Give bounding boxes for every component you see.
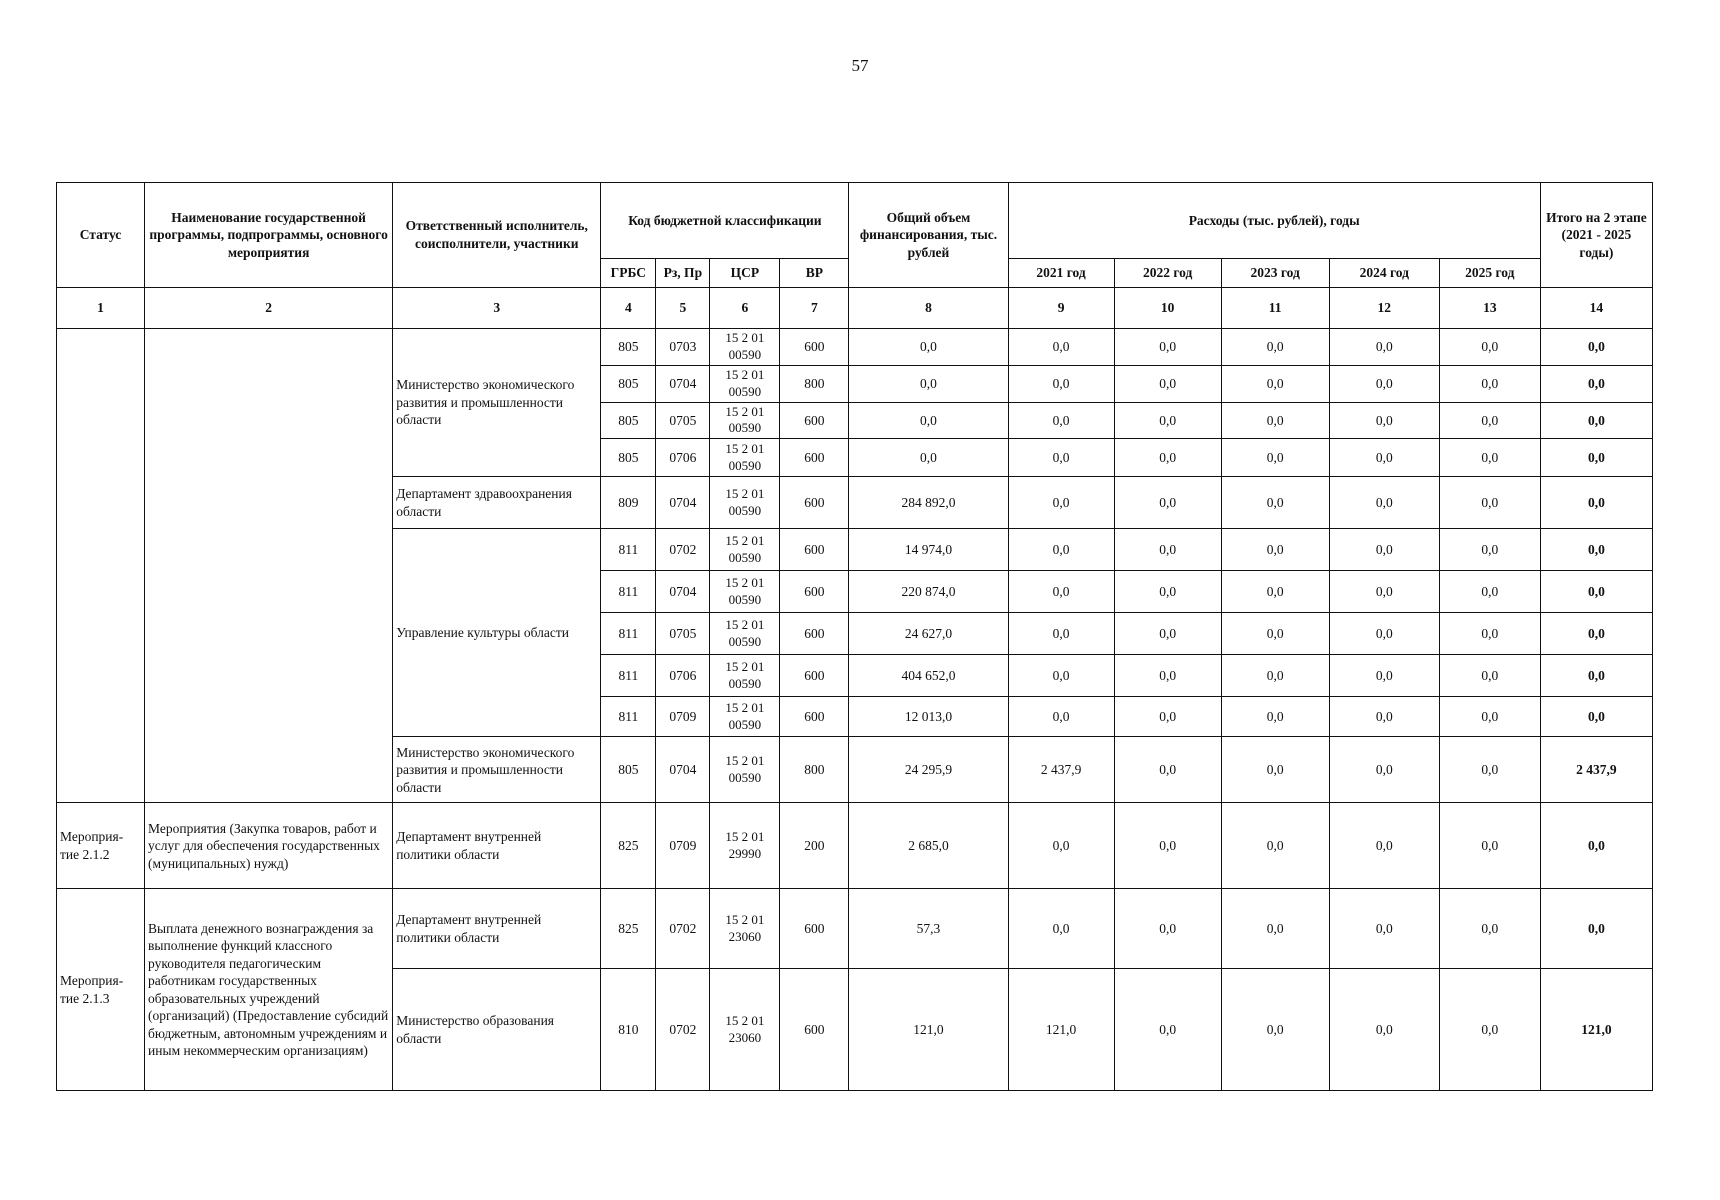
rzpr-cell: 0702 — [656, 889, 710, 969]
y2025-cell: 0,0 — [1439, 439, 1540, 477]
total-cell: 12 013,0 — [849, 697, 1008, 737]
header-2024: 2024 год — [1329, 259, 1439, 288]
column-number: 11 — [1221, 288, 1329, 329]
csr-line-1: 15 2 01 — [725, 752, 765, 768]
column-number: 13 — [1439, 288, 1540, 329]
header-expenses: Расходы (тыс. рублей), годы — [1008, 183, 1540, 259]
csr-cell — [710, 613, 780, 655]
column-number: 9 — [1008, 288, 1114, 329]
total-cell: 404 652,0 — [849, 655, 1008, 697]
grbs-cell: 811 — [601, 529, 656, 571]
header-budget-code: Код бюджетной классификации — [601, 183, 849, 259]
csr-line-1: 15 2 01 — [725, 532, 765, 548]
page-number: 57 — [851, 56, 869, 75]
csr-cell — [710, 655, 780, 697]
y2023-cell: 0,0 — [1221, 477, 1329, 529]
csr-line-2: 00590 — [728, 716, 762, 732]
csr-cell — [710, 529, 780, 571]
csr-line-1: 15 2 01 — [725, 616, 765, 632]
y2022-cell: 0,0 — [1114, 889, 1221, 969]
column-number: 3 — [393, 288, 601, 329]
total-cell: 121,0 — [849, 969, 1008, 1091]
table-row — [57, 889, 1653, 969]
stage-total-cell: 0,0 — [1540, 803, 1652, 889]
vr-cell: 600 — [780, 655, 849, 697]
rzpr-cell: 0702 — [656, 529, 710, 571]
y2021-cell: 0,0 — [1008, 655, 1114, 697]
vr-cell: 600 — [780, 613, 849, 655]
csr-line-2: 00590 — [728, 420, 762, 436]
rzpr-cell: 0709 — [656, 803, 710, 889]
stage-total-cell: 121,0 — [1540, 969, 1652, 1091]
y2021-cell: 2 437,9 — [1008, 737, 1114, 803]
y2025-cell: 0,0 — [1439, 803, 1540, 889]
total-cell: 2 685,0 — [849, 803, 1008, 889]
column-number: 5 — [656, 288, 710, 329]
y2021-cell: 0,0 — [1008, 529, 1114, 571]
csr-cell — [710, 969, 780, 1091]
responsible-ministry-econ: Министерство экономического развития и промышленности области — [393, 329, 601, 477]
responsible-dept-internal-2: Департамент внутренней политики области — [393, 889, 601, 969]
y2023-cell: 0,0 — [1221, 613, 1329, 655]
header-name: Наименование государственной программы, подпрограммы, основного мероприятия — [145, 183, 393, 288]
column-number: 8 — [849, 288, 1008, 329]
stage-total-cell: 0,0 — [1540, 613, 1652, 655]
grbs-cell: 805 — [601, 329, 656, 366]
vr-cell: 600 — [780, 402, 849, 439]
vr-cell: 600 — [780, 889, 849, 969]
csr-line-2: 00590 — [728, 383, 762, 399]
y2021-cell: 0,0 — [1008, 613, 1114, 655]
y2025-cell: 0,0 — [1439, 402, 1540, 439]
grbs-cell: 805 — [601, 737, 656, 803]
rzpr-cell: 0704 — [656, 571, 710, 613]
csr-line-1: 15 2 01 — [725, 574, 765, 590]
y2024-cell: 0,0 — [1329, 439, 1439, 477]
y2024-cell: 0,0 — [1329, 697, 1439, 737]
csr-line-2: 00590 — [728, 549, 762, 565]
total-cell: 0,0 — [849, 439, 1008, 477]
csr-line-2: 00590 — [728, 346, 762, 362]
csr-cell — [710, 803, 780, 889]
rzpr-cell: 0704 — [656, 365, 710, 402]
vr-cell: 600 — [780, 969, 849, 1091]
header-stage-total: Итого на 2 этапе (2021 - 2025 годы) — [1540, 183, 1652, 288]
rzpr-cell: 0705 — [656, 613, 710, 655]
y2023-cell: 0,0 — [1221, 439, 1329, 477]
y2024-cell: 0,0 — [1329, 655, 1439, 697]
column-number: 1 — [57, 288, 145, 329]
y2021-cell: 0,0 — [1008, 402, 1114, 439]
y2025-cell: 0,0 — [1439, 655, 1540, 697]
y2025-cell: 0,0 — [1439, 365, 1540, 402]
csr-line-2: 00590 — [728, 633, 762, 649]
budget-table — [56, 182, 1653, 1091]
csr-line-1: 15 2 01 — [725, 366, 765, 382]
y2024-cell: 0,0 — [1329, 477, 1439, 529]
csr-cell — [710, 365, 780, 402]
stage-total-cell: 0,0 — [1540, 477, 1652, 529]
rzpr-cell: 0706 — [656, 655, 710, 697]
csr-line-1: 15 2 01 — [725, 403, 765, 419]
y2023-cell: 0,0 — [1221, 737, 1329, 803]
stage-total-cell: 0,0 — [1540, 439, 1652, 477]
total-cell: 0,0 — [849, 365, 1008, 402]
header-vr: ВР — [780, 259, 849, 288]
y2021-cell: 0,0 — [1008, 477, 1114, 529]
csr-line-2: 00590 — [728, 769, 762, 785]
csr-cell — [710, 571, 780, 613]
header-grbs: ГРБС — [601, 259, 656, 288]
grbs-cell: 811 — [601, 655, 656, 697]
y2025-cell: 0,0 — [1439, 697, 1540, 737]
grbs-cell: 811 — [601, 571, 656, 613]
grbs-cell: 811 — [601, 697, 656, 737]
header-2025: 2025 год — [1439, 259, 1540, 288]
y2022-cell: 0,0 — [1114, 571, 1221, 613]
vr-cell: 200 — [780, 803, 849, 889]
y2022-cell: 0,0 — [1114, 365, 1221, 402]
y2022-cell: 0,0 — [1114, 697, 1221, 737]
total-cell: 24 627,0 — [849, 613, 1008, 655]
table-row — [57, 329, 1653, 366]
stage-total-cell: 0,0 — [1540, 365, 1652, 402]
grbs-cell: 809 — [601, 477, 656, 529]
grbs-cell: 805 — [601, 365, 656, 402]
y2022-cell: 0,0 — [1114, 969, 1221, 1091]
y2024-cell: 0,0 — [1329, 402, 1439, 439]
csr-line-2: 23060 — [728, 1029, 762, 1045]
stage-total-cell: 0,0 — [1540, 889, 1652, 969]
y2023-cell: 0,0 — [1221, 697, 1329, 737]
header-2023: 2023 год — [1221, 259, 1329, 288]
stage-total-cell: 2 437,9 — [1540, 737, 1652, 803]
y2021-cell: 0,0 — [1008, 803, 1114, 889]
csr-line-1: 15 2 01 — [725, 440, 765, 456]
column-number: 14 — [1540, 288, 1652, 329]
measure-2-1-3-name: Выплата денежного вознаграждения за выполнение функций классного руководителя педагогическим работникам государственных образовательных учреждений (организаций) (Предоставление субсидий бюджетным, автономным учреждениям и иным некоммерческим организациям) — [145, 889, 393, 1091]
table-row — [57, 803, 1653, 889]
responsible-culture: Управление культуры области — [393, 529, 601, 737]
responsible-ministry-econ-2: Министерство экономического развития и промышленности области — [393, 737, 601, 803]
stage-total-cell: 0,0 — [1540, 529, 1652, 571]
grbs-cell: 811 — [601, 613, 656, 655]
rzpr-cell: 0703 — [656, 329, 710, 366]
y2025-cell: 0,0 — [1439, 737, 1540, 803]
csr-line-1: 15 2 01 — [725, 1012, 765, 1028]
y2024-cell: 0,0 — [1329, 969, 1439, 1091]
vr-cell: 600 — [780, 571, 849, 613]
csr-cell — [710, 477, 780, 529]
total-cell: 57,3 — [849, 889, 1008, 969]
y2022-cell: 0,0 — [1114, 613, 1221, 655]
column-number: 6 — [710, 288, 780, 329]
vr-cell: 600 — [780, 697, 849, 737]
csr-line-1: 15 2 01 — [725, 699, 765, 715]
y2022-cell: 0,0 — [1114, 737, 1221, 803]
rzpr-cell: 0706 — [656, 439, 710, 477]
column-number: 2 — [145, 288, 393, 329]
total-cell: 284 892,0 — [849, 477, 1008, 529]
total-cell: 220 874,0 — [849, 571, 1008, 613]
y2025-cell: 0,0 — [1439, 529, 1540, 571]
y2021-cell: 0,0 — [1008, 439, 1114, 477]
stage-total-cell: 0,0 — [1540, 329, 1652, 366]
csr-cell — [710, 889, 780, 969]
grbs-cell: 825 — [601, 889, 656, 969]
vr-cell: 600 — [780, 439, 849, 477]
y2021-cell: 121,0 — [1008, 969, 1114, 1091]
vr-cell: 800 — [780, 365, 849, 402]
stage-total-cell: 0,0 — [1540, 655, 1652, 697]
csr-cell — [710, 737, 780, 803]
y2021-cell: 0,0 — [1008, 697, 1114, 737]
y2023-cell: 0,0 — [1221, 571, 1329, 613]
y2024-cell: 0,0 — [1329, 365, 1439, 402]
y2023-cell: 0,0 — [1221, 889, 1329, 969]
y2022-cell: 0,0 — [1114, 402, 1221, 439]
rzpr-cell: 0705 — [656, 402, 710, 439]
y2023-cell: 0,0 — [1221, 402, 1329, 439]
csr-line-2: 00590 — [728, 675, 762, 691]
measure-2-1-2-status: Мероприя-тие 2.1.2 — [57, 803, 145, 889]
y2024-cell: 0,0 — [1329, 889, 1439, 969]
measure-2-1-3-status: Мероприя-тие 2.1.3 — [57, 889, 145, 1091]
name-cell-empty — [145, 329, 393, 803]
csr-line-2: 23060 — [728, 928, 762, 944]
stage-total-cell: 0,0 — [1540, 402, 1652, 439]
grbs-cell: 810 — [601, 969, 656, 1091]
vr-cell: 600 — [780, 329, 849, 366]
y2023-cell: 0,0 — [1221, 655, 1329, 697]
y2025-cell: 0,0 — [1439, 889, 1540, 969]
csr-line-1: 15 2 01 — [725, 330, 765, 345]
column-number: 10 — [1114, 288, 1221, 329]
stage-total-cell: 0,0 — [1540, 571, 1652, 613]
total-cell: 14 974,0 — [849, 529, 1008, 571]
csr-line-1: 15 2 01 — [725, 911, 765, 927]
y2025-cell: 0,0 — [1439, 969, 1540, 1091]
y2021-cell: 0,0 — [1008, 889, 1114, 969]
vr-cell: 600 — [780, 529, 849, 571]
y2025-cell: 0,0 — [1439, 571, 1540, 613]
header-2021: 2021 год — [1008, 259, 1114, 288]
csr-cell — [710, 697, 780, 737]
stage-total-cell: 0,0 — [1540, 697, 1652, 737]
header-responsible: Ответственный исполнитель, соисполнители, участники — [393, 183, 601, 288]
y2024-cell: 0,0 — [1329, 529, 1439, 571]
y2024-cell: 0,0 — [1329, 329, 1439, 366]
header-total-volume: Общий объем финансирования, тыс. рублей — [849, 183, 1008, 288]
y2023-cell: 0,0 — [1221, 365, 1329, 402]
header-csr: ЦСР — [710, 259, 780, 288]
y2025-cell: 0,0 — [1439, 329, 1540, 366]
total-cell: 0,0 — [849, 329, 1008, 366]
header-rzpr: Рз, Пр — [656, 259, 710, 288]
y2023-cell: 0,0 — [1221, 529, 1329, 571]
y2025-cell: 0,0 — [1439, 613, 1540, 655]
csr-cell — [710, 439, 780, 477]
rzpr-cell: 0704 — [656, 737, 710, 803]
csr-line-1: 15 2 01 — [725, 828, 765, 844]
y2022-cell: 0,0 — [1114, 477, 1221, 529]
csr-line-2: 00590 — [728, 502, 762, 518]
vr-cell: 600 — [780, 477, 849, 529]
y2023-cell: 0,0 — [1221, 969, 1329, 1091]
header-2022: 2022 год — [1114, 259, 1221, 288]
y2021-cell: 0,0 — [1008, 329, 1114, 366]
y2021-cell: 0,0 — [1008, 365, 1114, 402]
csr-line-2: 29990 — [728, 845, 762, 861]
vr-cell: 800 — [780, 737, 849, 803]
header-status: Статус — [57, 183, 145, 288]
csr-cell — [710, 402, 780, 439]
grbs-cell: 825 — [601, 803, 656, 889]
responsible-dept-internal-1: Департамент внутренней политики области — [393, 803, 601, 889]
y2024-cell: 0,0 — [1329, 737, 1439, 803]
grbs-cell: 805 — [601, 439, 656, 477]
y2024-cell: 0,0 — [1329, 803, 1439, 889]
csr-line-1: 15 2 01 — [725, 485, 765, 501]
y2024-cell: 0,0 — [1329, 613, 1439, 655]
total-cell: 0,0 — [849, 402, 1008, 439]
y2024-cell: 0,0 — [1329, 571, 1439, 613]
column-number: 7 — [780, 288, 849, 329]
csr-line-1: 15 2 01 — [725, 658, 765, 674]
rzpr-cell: 0702 — [656, 969, 710, 1091]
y2021-cell: 0,0 — [1008, 571, 1114, 613]
grbs-cell: 805 — [601, 402, 656, 439]
csr-cell — [710, 329, 780, 366]
column-number: 12 — [1329, 288, 1439, 329]
y2022-cell: 0,0 — [1114, 803, 1221, 889]
y2022-cell: 0,0 — [1114, 329, 1221, 366]
total-cell: 24 295,9 — [849, 737, 1008, 803]
measure-2-1-2-name: Мероприятия (Закупка товаров, работ и услуг для обеспечения государственных (муниципальных) нужд) — [145, 803, 393, 889]
rzpr-cell: 0709 — [656, 697, 710, 737]
csr-line-2: 00590 — [728, 591, 762, 607]
y2022-cell: 0,0 — [1114, 655, 1221, 697]
column-numbers-row — [57, 288, 1653, 329]
y2022-cell: 0,0 — [1114, 529, 1221, 571]
y2025-cell: 0,0 — [1439, 477, 1540, 529]
rzpr-cell: 0704 — [656, 477, 710, 529]
column-number: 4 — [601, 288, 656, 329]
y2022-cell: 0,0 — [1114, 439, 1221, 477]
y2023-cell: 0,0 — [1221, 329, 1329, 366]
y2023-cell: 0,0 — [1221, 803, 1329, 889]
responsible-ministry-edu: Министерство образования области — [393, 969, 601, 1091]
csr-line-2: 00590 — [728, 457, 762, 473]
status-cell-empty — [57, 329, 145, 803]
responsible-dept-health: Департамент здравоохранения области — [393, 477, 601, 529]
